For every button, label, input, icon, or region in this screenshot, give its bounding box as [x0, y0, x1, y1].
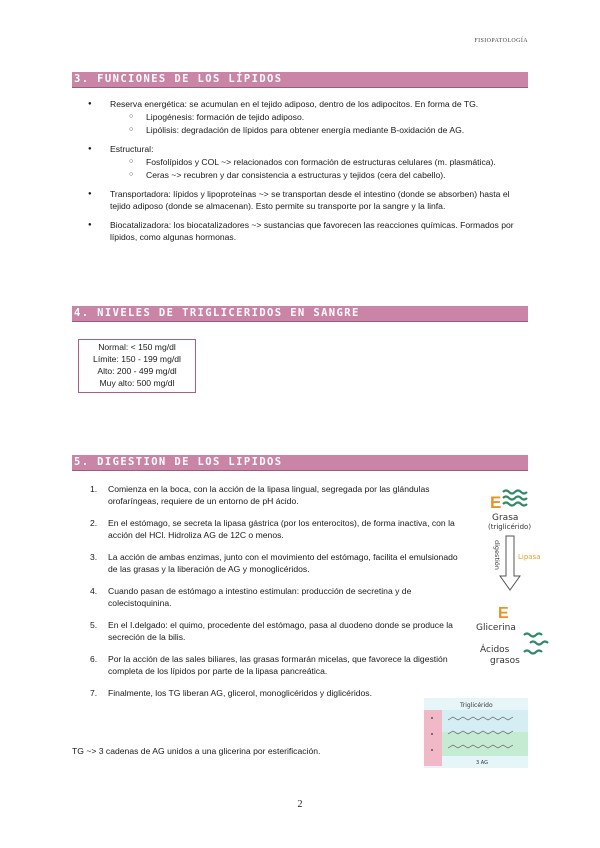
- level-muy-alto: Muy alto: 500 mg/dl: [99, 378, 175, 388]
- digestion-diagram: [470, 480, 550, 680]
- triglyceride-levels-box: [78, 339, 196, 393]
- step-1: 1. Comienza en la boca, con la acción de la lipasa lingual, segregada por las glándulas orofaríngeas, requiere de un entorno de pH ácido.: [90, 484, 430, 506]
- level-limite: Límite: 150 - 199 mg/dl: [93, 354, 181, 364]
- step-3: 3. La acción de ambas enzimas, junto con el movimiento del estómago, facilita el emulsionado de las grasas y la liberación de AG y monoglicéridos.: [90, 552, 458, 574]
- glycerol-glyph-icon: E: [498, 605, 509, 622]
- digestion-steps: [72, 483, 464, 709]
- step-2: 2. En el estómago, se secreta la lipasa gástrica (por los enterocitos), de forma inactiva, con la acción del HCl. Hidroliza AG de 12C o menos.: [90, 518, 455, 540]
- step-7: 7. Finalmente, los TG liberan AG, glicerol, monoglicéridos y diglicéridos.: [90, 688, 372, 698]
- step-5: 5. En el I.delgado: el quimo, procedente del estómago, pasa al duodeno donde se produce la secreción de la bilis.: [90, 620, 453, 642]
- function-text: Reserva energética: se acumulan en el tejido adiposo, dentro de los adipocitos. En forma de TG.: [110, 99, 479, 109]
- function-item-transportadora: ● Transportadora: lípidos y lipoproteínas ~> se transportan desde el intestino (donde se absorben) hasta el tejido adiposo (donde se almacenan). Esto permite su transporte por la sangre y la linfa.: [72, 188, 528, 212]
- diagram-grasos-label: grasos: [490, 656, 520, 666]
- function-text: Estructural:: [110, 144, 154, 154]
- glycerol-backbone: [424, 710, 442, 766]
- function-item-biocatalizadora: ● Biocatalizadora: los biocatalizadores ~> sustancias que favorecen las reacciones químicas. Formados por lípidos, como algunas hormonas.: [72, 219, 528, 243]
- level-normal: Normal: < 150 mg/dl: [98, 342, 176, 352]
- triglyceride-note: TG ~> 3 cadenas de AG unidos a una glicerina por esterificación.: [72, 746, 321, 756]
- fatty-acids-wave-icon: [503, 491, 527, 506]
- function-item-reserva: [72, 98, 528, 136]
- diagram-digestion-label: digestión: [493, 540, 501, 570]
- section-4-title: 4. NIVELES DE TRIGLICERIDOS EN SANGRE: [74, 307, 360, 319]
- diagram-glicerina-label: Glicerina: [476, 623, 516, 633]
- section-5-title: 5. DIGESTION DE LOS LIPIDOS: [74, 456, 283, 468]
- triglyceride-molecule-image: [424, 698, 528, 768]
- molecule-label: Triglicérido: [460, 702, 493, 709]
- section-3-title: 3. FUNCIONES DE LOS LÍPIDOS: [74, 73, 283, 85]
- step-6: 6. Por la acción de las sales biliares, las grasas formarán micelas, que favorece la digestión completa de los lípidos por parte de la lipasa pancreática.: [90, 654, 448, 676]
- section-3-heading: [72, 72, 528, 88]
- down-arrow-icon: [500, 536, 520, 590]
- page-number: 2: [297, 799, 303, 810]
- step-4: 4. Cuando pasan de estómago a intestino estimulan: producción de secretina y de colecistoquinina.: [90, 586, 412, 608]
- subitem-fosfolipidos: ○ Fosfolípidos y COL ~> relacionados con formación de estructuras celulares (m. plasmática).: [110, 156, 528, 168]
- diagram-lipasa-label: Lipasa: [518, 553, 541, 561]
- function-item-estructural: [72, 143, 528, 181]
- subitem-lipogenesis: ○ Lipogénesis: formación de tejido adiposo.: [110, 111, 528, 123]
- functions-list: [72, 98, 528, 250]
- running-header: FISIOPATOLOGÍA: [474, 38, 528, 44]
- free-fatty-acids-wave-icon: [524, 634, 548, 654]
- diagram-grasa-label: Grasa: [492, 513, 519, 523]
- subitem-ceras: ○ Ceras ~> recubren y dar consistencia a estructuras y tejidos (cera del cabello).: [110, 169, 528, 181]
- section-5-heading: [72, 455, 528, 471]
- section-4-heading: [72, 306, 528, 322]
- level-alto: Alto: 200 - 499 mg/dl: [97, 366, 177, 376]
- molecule-footer: 3 AG: [476, 760, 488, 766]
- fat-glyph-icon: E: [490, 493, 502, 512]
- diagram-trigliceridos-label: (triglicérido): [488, 523, 532, 531]
- subitem-lipolisis: ○ Lipólisis: degradación de lípidos para obtener energía mediante B-oxidación de AG.: [110, 124, 528, 136]
- diagram-acidos-label: Ácidos: [480, 645, 510, 655]
